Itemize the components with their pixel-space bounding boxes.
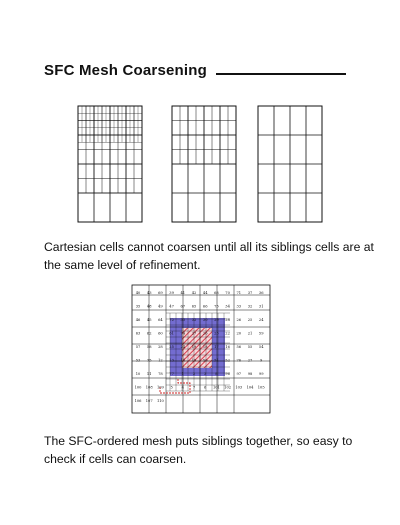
sfc-cell-label: 104 <box>246 385 254 390</box>
sfc-cell-label: 28 <box>158 345 163 349</box>
sfc-cell-label: 49 <box>158 304 163 309</box>
sfc-cell-label: 37 <box>247 291 253 295</box>
sfc-cell-label: 53 <box>135 358 141 363</box>
sfc-cell-label: 73 <box>214 304 219 309</box>
sfc-cell-label: 102 <box>224 385 232 390</box>
sfc-cell-label: 96 <box>225 372 230 376</box>
sfc-cell-label: 12 <box>158 358 163 363</box>
sfc-cell-label: 13 <box>169 358 174 363</box>
sfc-cell-label: 70 <box>225 291 230 295</box>
sfc-cell-label: 97 <box>236 372 242 376</box>
sfc-cell-label: 50 <box>202 358 208 363</box>
sfc-cell-label: 74 <box>180 331 186 336</box>
medium-mesh <box>172 106 236 222</box>
sfc-cell-label: 67 <box>180 304 186 309</box>
sfc-cell-label: 35 <box>135 304 141 309</box>
sfc-cell-label: 2 <box>192 372 196 376</box>
sfc-cell-label: 36 <box>258 291 264 295</box>
sfc-cell-label: 5 <box>170 385 173 390</box>
sfc-cell-label: 42 <box>191 291 197 295</box>
sfc-cell-label: 69 <box>158 291 163 295</box>
sfc-cell-label: 77 <box>169 372 174 376</box>
sfc-cell-label: 27 <box>191 331 197 336</box>
sfc-cell-label: 7 <box>192 385 196 390</box>
sfc-cell-label: 33 <box>236 304 242 309</box>
caption-coarsen-rule: Cartesian cells cannot coarsen until all its siblings cells are at the same level of refinement. <box>44 240 374 272</box>
sfc-cell-label: 14 <box>180 358 186 363</box>
sfc-cell-label: 103 <box>235 385 243 390</box>
sfc-cell-label: 108 <box>145 385 153 390</box>
sfc-cell-label: 10 <box>135 372 141 376</box>
sfc-cell-label: 44 <box>202 291 208 295</box>
sfc-cell-label: 107 <box>145 399 153 403</box>
sfc-cell-label: 51 <box>214 358 219 363</box>
sfc-cell-label: 28 <box>225 318 230 322</box>
sfc-cell-label: 66 <box>202 304 208 309</box>
sfc-cell-label: 24 <box>258 318 264 322</box>
sfc-cell-label: 76 <box>236 358 242 363</box>
sfc-cell-label: 72 <box>169 318 174 322</box>
sfc-cell-label: 41 <box>180 291 186 295</box>
sfc-cell-label: 106 <box>134 399 142 403</box>
sfc-cell-label: 61 <box>169 331 174 336</box>
coarse-mesh <box>258 106 322 222</box>
sfc-cell-label: 63 <box>135 331 141 336</box>
sfc-cell-label: 26 <box>236 318 242 322</box>
sfc-cell-label: 20 <box>236 331 242 336</box>
sfc-cell-label: 18 <box>202 345 208 349</box>
sfc-cell-label: 52 <box>225 358 230 363</box>
sfc-cell-label: 59 <box>258 331 264 336</box>
sfc-cell-label: 68 <box>214 291 219 295</box>
sfc-cell-label: 9 <box>260 358 263 363</box>
sfc-cell-label: 55 <box>247 345 253 349</box>
sfc-cell-label: 29 <box>214 318 219 322</box>
sfc-cell-label: 48 <box>146 304 152 309</box>
sfc-cell-label: 8 <box>215 372 218 376</box>
sfc-cell-label: 4 <box>181 385 184 390</box>
sfc-cell-label: 105 <box>257 385 265 390</box>
title-rule <box>216 73 346 75</box>
sfc-cell-label: 30 <box>202 318 208 322</box>
sibling-region <box>182 328 212 368</box>
sfc-cell-label: 22 <box>225 331 230 336</box>
sfc-cell-label: 26 <box>202 331 208 336</box>
caption-sfc: The SFC-ordered mesh puts siblings together, so easy to check if cells can coarsen. <box>44 434 353 466</box>
sfc-cell-label: 19 <box>191 345 197 349</box>
sfc-cell-label: 40 <box>135 291 141 295</box>
sfc-cell-label: 78 <box>158 372 163 376</box>
sfc-cell-label: 47 <box>169 304 174 309</box>
sfc-cell-label: 25 <box>247 318 253 322</box>
sfc-cell-label: 6 <box>204 385 207 390</box>
sfc-cell-label: 110 <box>156 399 164 403</box>
sfc-cell-label: 16 <box>225 345 230 349</box>
sfc-cell-label: 11 <box>146 372 152 376</box>
sfc-cell-label: 101 <box>212 385 220 390</box>
sfc-cell-label: 3 <box>204 372 207 376</box>
sfc-cell-label: 57 <box>135 345 141 349</box>
sfc-cell-label: 1 <box>181 372 184 376</box>
sfc-cell-label: 45 <box>146 318 152 322</box>
refinement-meshes <box>76 104 336 224</box>
sfc-cell-label: 98 <box>247 372 253 376</box>
sfc-cell-label: 33 <box>180 318 186 322</box>
sfc-cell-label: 75 <box>146 358 152 363</box>
sfc-cell-label: 100 <box>134 385 142 390</box>
fine-mesh <box>78 106 142 222</box>
sfc-cell-label: 39 <box>169 291 174 295</box>
sfc-cell-label: 31 <box>258 304 264 309</box>
sfc-cell-label: 54 <box>258 345 264 349</box>
sfc-cell-label: 58 <box>146 345 152 349</box>
sfc-cell-label: 46 <box>135 318 141 322</box>
sfc-cell-label: 34 <box>225 304 230 309</box>
sfc-cell-label: 60 <box>158 331 163 336</box>
sfc-cell-label: 65 <box>191 304 197 309</box>
sfc-cell-label: 32 <box>191 318 197 322</box>
sfc-cell-label: 109 <box>156 385 164 390</box>
sfc-cell-label: 32 <box>247 304 253 309</box>
sfc-ordered-mesh <box>130 283 272 415</box>
sfc-cell-label: 43 <box>146 291 152 295</box>
sfc-cell-label: 64 <box>158 318 163 322</box>
sfc-cell-label: 25 <box>169 345 174 349</box>
sfc-cell-label: 27 <box>247 358 253 363</box>
sfc-cell-label: 23 <box>214 331 219 336</box>
sfc-cell-label: 17 <box>214 345 219 349</box>
sfc-cell-label: 99 <box>258 372 264 376</box>
sfc-cell-label: 15 <box>191 358 197 363</box>
sfc-cell-label: 24 <box>180 345 186 349</box>
sfc-cell-label: 56 <box>236 345 242 349</box>
sfc-cell-label: 71 <box>236 291 242 295</box>
slide-title: SFC Mesh Coarsening <box>44 62 207 79</box>
sfc-cell-label: 62 <box>146 331 152 336</box>
sfc-cell-label: 21 <box>247 331 253 336</box>
